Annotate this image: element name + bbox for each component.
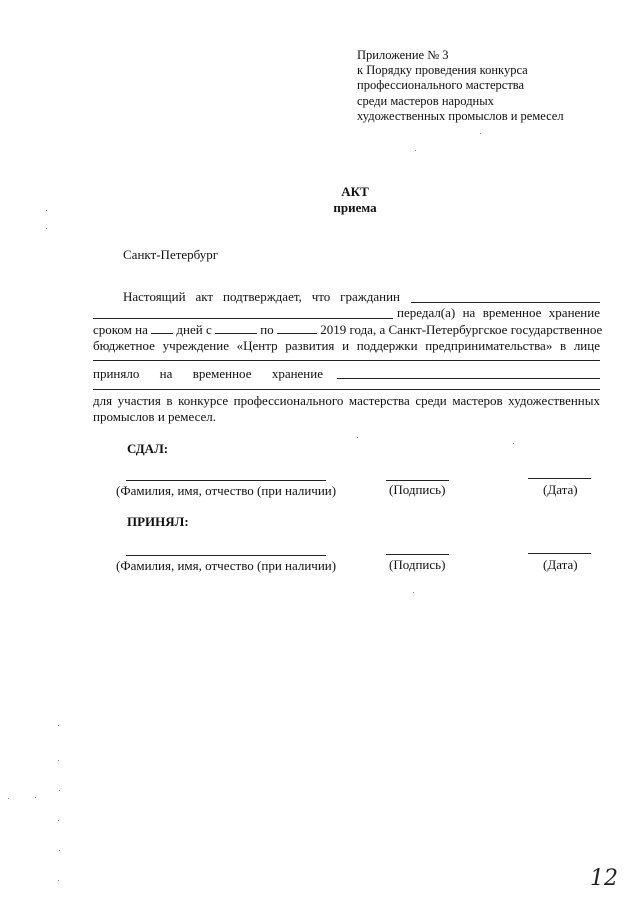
term-days-blank [151,322,173,334]
document-subtitle: приема [333,200,377,215]
handed-name-line [126,480,326,481]
term-from-blank [215,322,257,334]
term-label-b: дней с [176,322,212,337]
transferred-text: передал(а) на временное хранение [397,305,600,320]
term-label-a: сроком на [93,322,148,337]
purpose-text-1: для участия в конкурсе профессионального мастерства среди мастеров художественных [93,393,600,408]
document-title: АКТ [341,184,369,199]
appendix-line: художественных промыслов и ремесел [357,108,564,123]
appendix-line: профессионального мастерства [357,78,525,93]
received-name-line [126,555,326,556]
city: Санкт-Петербург [123,247,219,262]
handed-date-label: (Дата) [543,482,578,497]
items-line-2 [93,389,600,390]
received-date-label: (Дата) [543,557,578,572]
term-to-blank [277,322,317,334]
organization-text: бюджетное учреждение «Центр развития и поддержки предпринимательства» в лице [93,338,600,353]
handed-name-label: (Фамилия, имя, отчество (при наличии) [116,483,337,498]
received-sign-line [386,554,449,555]
received-name-label: (Фамилия, имя, отчество (при наличии) [116,558,337,573]
handed-heading: СДАЛ: [127,441,169,456]
citizen-name-line [411,302,600,303]
appendix-line: Приложение № 3 [357,48,449,62]
term-label-d: 2019 года, а Санкт-Петербургское государственное [320,322,603,337]
handed-sign-line [386,480,449,481]
received-date-line [528,553,591,554]
appendix-line: к Порядку проведения конкурса [357,63,528,78]
representative-line [93,360,600,361]
appendix-line: среди мастеров народных [357,93,494,108]
accepted-text: приняло на временное хранение [93,366,323,381]
paragraph-start: Настоящий акт подтверждает, что гражданин [123,289,400,304]
handed-date-line [528,478,591,479]
term-label-c: по [260,322,274,337]
handed-sign-label: (Подпись) [389,482,446,497]
citizen-name-line-2 [93,318,393,319]
received-heading: ПРИНЯЛ: [127,514,189,529]
term-line [93,322,602,338]
items-line [337,378,600,379]
appendix-block [357,48,564,124]
page-number: 12 [590,866,618,891]
purpose-text-2: промыслов и ремесел. [93,409,217,424]
received-sign-label: (Подпись) [389,557,446,572]
